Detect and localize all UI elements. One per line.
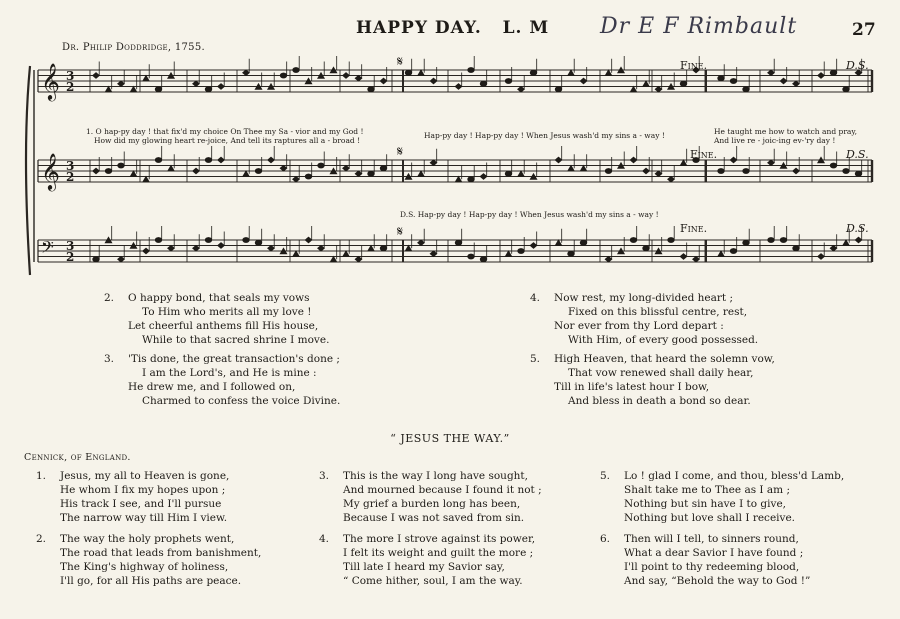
verse-number: 5.	[530, 353, 541, 365]
time-signature: 2	[66, 80, 75, 94]
verse-line: The road that leads from banishment,	[60, 547, 262, 559]
shape-note	[668, 176, 675, 182]
verse-number: 4.	[319, 533, 330, 545]
shape-note	[793, 168, 800, 174]
shape-note	[793, 246, 800, 251]
hymn2-verse-1	[36, 469, 230, 525]
shape-note	[380, 78, 387, 84]
verse-line: Fixed on this blissful centre, rest,	[568, 306, 748, 318]
ds-mark-staff-3: D.S.	[846, 222, 869, 235]
verse-line: Nothing but love shall I receive.	[624, 512, 795, 524]
verse-line: Then will I tell, to sinners round,	[624, 533, 799, 545]
shape-note	[580, 165, 587, 171]
shape-note	[305, 174, 312, 179]
shape-note	[430, 251, 437, 257]
fine-mark-staff-1: Fine.	[680, 59, 708, 72]
verse-line: Let cheerful anthems fill His house,	[128, 320, 319, 332]
shape-note	[680, 160, 687, 166]
verse-number: 3.	[319, 470, 330, 482]
hymn2-verse-4	[319, 532, 536, 588]
shape-note	[380, 246, 387, 251]
shape-note	[718, 251, 725, 257]
verse-line: Lo ! glad I come, and thou, bless'd Lamb,	[624, 470, 845, 482]
shape-note	[205, 87, 212, 92]
shape-note	[830, 245, 837, 251]
shape-note	[193, 168, 200, 174]
shape-note	[568, 251, 575, 256]
verse-line: I am the Lord's, and He is mine :	[142, 367, 317, 379]
shape-note	[768, 160, 775, 166]
time-signature: 3	[66, 159, 75, 173]
shape-note	[355, 171, 362, 177]
shape-note	[505, 251, 512, 257]
shape-note	[580, 78, 587, 84]
shape-note	[730, 248, 737, 253]
shape-note	[818, 254, 825, 260]
shape-note	[780, 78, 787, 84]
shape-note	[343, 73, 350, 79]
verse-line: I'll point to thy redeeming blood,	[624, 561, 800, 573]
ds-mark-staff-2: D.S.	[846, 148, 869, 161]
shape-note	[630, 86, 637, 92]
verse-line: High Heaven, that heard the solemn vow,	[554, 353, 775, 365]
ds-mark-staff-1: D.S.	[846, 59, 869, 72]
shape-note	[830, 70, 837, 75]
page-title: HAPPY DAY. L. M	[356, 18, 550, 38]
shape-note	[355, 75, 362, 81]
verse-line: And bless in death a bond so dear.	[568, 395, 751, 407]
shape-note	[168, 165, 175, 171]
shape-note	[855, 171, 862, 176]
hymn1-verse-5	[530, 352, 775, 408]
shape-note	[418, 70, 425, 76]
shape-note	[855, 237, 862, 243]
verse-line: The more I strove against its power,	[343, 533, 536, 545]
shape-note	[280, 73, 287, 78]
shape-note	[155, 237, 162, 242]
shape-note	[780, 237, 787, 242]
shape-note	[668, 237, 675, 242]
hymn1-verse-4	[530, 291, 759, 347]
lyric-line-1d: He taught me how to watch and pray,	[714, 127, 857, 136]
shape-note	[118, 256, 125, 262]
system-brace	[26, 66, 30, 275]
verse-line: The narrow way till Him I view.	[60, 512, 228, 524]
verse-line: While to that sacred shrine I move.	[142, 334, 330, 346]
hymn2-verse-5	[600, 469, 845, 525]
shape-note	[268, 157, 275, 163]
shape-note	[830, 163, 837, 168]
shape-note	[655, 86, 662, 92]
verse-line: This is the way I long have sought,	[343, 470, 528, 482]
lyric-line-1b: How did my glowing heart re-joice, And tell its raptures all a - broad !	[94, 136, 361, 145]
shape-note	[680, 81, 687, 86]
shape-note	[518, 171, 525, 177]
lyric-line-1a: 1. O hap-py day ! that fix'd my choice On Thee my Sa - vior and my God !	[86, 127, 364, 136]
shape-note	[343, 251, 350, 257]
shape-note	[368, 171, 375, 176]
shape-note	[793, 81, 800, 87]
verse-line: Jesus, my all to Heaven is gone,	[60, 470, 230, 482]
shape-note	[218, 243, 225, 249]
verse-number: 2.	[104, 292, 115, 304]
shape-note	[643, 246, 650, 251]
shape-note	[480, 81, 487, 86]
verse-line: O happy bond, that seals my vows	[128, 292, 310, 304]
shape-note	[268, 245, 275, 251]
shape-note	[218, 157, 225, 163]
fine-mark-staff-2: Fine.	[690, 148, 718, 161]
shape-note	[630, 237, 637, 242]
shape-note	[455, 84, 462, 90]
verse-line: And say, “Behold the way to God !”	[624, 575, 811, 587]
verse-line: What a dear Savior I have found ;	[624, 547, 804, 559]
shape-note	[168, 245, 175, 251]
shape-note	[293, 67, 300, 72]
shape-note	[218, 84, 225, 90]
verse-line: And mourned because I found it not ;	[343, 484, 542, 496]
page-number: 27	[852, 20, 876, 40]
shape-note	[680, 254, 687, 260]
shape-note	[430, 78, 437, 84]
shape-note	[743, 168, 750, 173]
shape-note	[730, 78, 737, 83]
shape-note	[155, 87, 162, 92]
verse-line: The King's highway of holiness,	[60, 561, 229, 573]
verse-number: 2.	[36, 533, 47, 545]
shape-note	[193, 81, 200, 87]
shape-note	[455, 240, 462, 245]
shape-note	[105, 86, 112, 92]
music-score	[0, 0, 900, 290]
shape-note	[143, 176, 150, 182]
shape-note	[243, 70, 250, 76]
shape-note	[455, 176, 462, 182]
lyric-line-2: D.S. Hap-py day ! Hap-py day ! When Jesus wash'd my sins a - way !	[400, 210, 659, 219]
shape-note	[255, 240, 262, 245]
shape-note	[630, 157, 637, 163]
shape-note	[530, 70, 537, 75]
shape-note	[380, 166, 387, 171]
fine-mark-staff-3: Fine.	[680, 222, 708, 235]
verse-line: Nothing but sin have I to give,	[624, 498, 786, 510]
shape-note	[155, 157, 162, 162]
shape-note	[568, 165, 575, 171]
shape-note	[843, 87, 850, 92]
verse-line: Till late I heard my Savior say,	[343, 561, 505, 573]
shape-note	[468, 254, 475, 259]
hymn2-verse-2	[36, 532, 262, 588]
verse-line: Nor ever from thy Lord depart :	[554, 320, 724, 332]
segno-icon: 𝄋	[397, 144, 404, 160]
shape-note	[243, 171, 250, 177]
time-signature: 3	[66, 69, 75, 83]
shape-note	[643, 81, 650, 87]
time-signature: 2	[66, 170, 75, 184]
verse-line: Till in life's latest hour I bow,	[554, 381, 710, 393]
verse-line: I'll go, for all His paths are peace.	[60, 575, 242, 587]
shape-note	[843, 240, 850, 246]
shape-note	[480, 174, 487, 180]
shape-note	[568, 70, 575, 76]
shape-note	[843, 168, 850, 173]
shape-note	[418, 240, 425, 246]
verse-line: To Him who merits all my love !	[142, 306, 312, 318]
shape-note	[768, 70, 775, 76]
shape-note	[693, 256, 700, 262]
shape-note	[718, 76, 725, 81]
time-signature: 3	[66, 239, 75, 253]
verse-line: Now rest, my long-divided heart ;	[554, 292, 734, 304]
shape-note	[643, 168, 650, 174]
hymn2-verse-3	[319, 469, 542, 525]
verse-line: Charmed to confess the voice Divine.	[142, 395, 341, 407]
shape-note	[205, 157, 212, 162]
shape-note	[480, 257, 487, 262]
shape-note	[330, 256, 337, 262]
shape-note	[743, 87, 750, 92]
segno-icon: 𝄋	[397, 224, 404, 240]
shape-note	[93, 73, 100, 79]
bass-clef-icon: 𝄢	[41, 237, 54, 261]
shape-note	[555, 157, 562, 163]
shape-note	[93, 168, 100, 174]
hymn1-verse-3	[104, 352, 341, 408]
shape-note	[193, 245, 200, 251]
verse-line: The way the holy prophets went,	[60, 533, 235, 545]
lyric-line-1c: Hap-py day ! Hap-py day ! When Jesus wash'd my sins a - way !	[424, 131, 665, 140]
shape-note	[430, 160, 437, 166]
verse-line: With Him, of every good possessed.	[568, 334, 759, 346]
verse-number: 6.	[600, 533, 611, 545]
verse-line: His track I see, and I'll pursue	[60, 498, 222, 510]
shape-note	[505, 171, 512, 176]
shape-note	[368, 245, 375, 251]
shape-note	[605, 70, 612, 76]
shape-note	[730, 157, 737, 163]
shape-note	[468, 177, 475, 182]
verse-number: 4.	[530, 292, 541, 304]
treble-clef-icon: 𝄞	[41, 62, 60, 100]
hymn2-verse-6	[600, 532, 811, 588]
shape-note	[743, 240, 750, 245]
shape-note	[418, 171, 425, 177]
shape-note	[243, 237, 250, 242]
verse-line: “ Come hither, soul, I am the way.	[343, 575, 523, 587]
shape-note	[655, 171, 662, 177]
shape-note	[143, 75, 150, 81]
shape-note	[505, 78, 512, 83]
shape-note	[605, 168, 612, 173]
segno-icon: 𝄋	[397, 54, 404, 70]
shape-note	[318, 245, 325, 251]
shape-note	[530, 243, 537, 249]
verse-line: My grief a burden long has been,	[343, 498, 521, 510]
shape-note	[518, 248, 525, 253]
shape-note	[280, 165, 287, 171]
shape-note	[343, 165, 350, 171]
shape-note	[405, 70, 412, 75]
shape-note	[118, 163, 125, 168]
lyric-line-1e: And live re - joic-ing ev-'ry day !	[714, 136, 836, 145]
hymn2-author: Cennick, of England.	[24, 452, 131, 463]
shape-note	[305, 237, 312, 243]
shape-note	[318, 163, 325, 168]
verse-number: 1.	[36, 470, 47, 482]
verse-line: 'Tis done, the great transaction's done ;	[128, 353, 340, 365]
shape-note	[130, 86, 137, 92]
shape-note	[580, 240, 587, 245]
shape-note	[293, 176, 300, 182]
verse-line: He drew me, and I followed on,	[128, 381, 296, 393]
verse-line: That vow renewed shall daily hear,	[568, 367, 754, 379]
verse-line: Shalt take me to Thee as I am ;	[624, 484, 791, 496]
shape-note	[130, 171, 137, 177]
hymn1-verse-2	[104, 291, 330, 347]
shape-note	[255, 168, 262, 173]
verse-line: I felt its weight and guilt the more ;	[343, 547, 534, 559]
shape-note	[405, 245, 412, 251]
shape-note	[355, 256, 362, 262]
verse-line: He whom I fix my hopes upon ;	[60, 484, 226, 496]
shape-note	[105, 168, 112, 173]
composer-credit: Dr. Philip Doddridge, 1755.	[62, 42, 205, 53]
shape-note	[555, 240, 562, 246]
verse-number: 5.	[600, 470, 611, 482]
shape-note	[818, 73, 825, 79]
shape-note	[718, 168, 725, 173]
shape-note	[368, 87, 375, 92]
shape-note	[293, 251, 300, 257]
verse-line: Because I was not saved from sin.	[343, 512, 525, 524]
shape-note	[93, 257, 100, 262]
time-signature: 2	[66, 250, 75, 264]
treble-clef-icon: 𝄞	[41, 152, 60, 190]
shape-note	[205, 237, 212, 242]
shape-note	[555, 87, 562, 92]
shape-note	[768, 237, 775, 242]
shape-note	[143, 248, 150, 254]
shape-note	[518, 86, 525, 92]
shape-note	[118, 81, 125, 87]
shape-note	[468, 67, 475, 72]
shape-note	[605, 256, 612, 262]
handwritten-signature: Dr E F Rimbault	[600, 14, 798, 39]
hymn2-title: “ JESUS THE WAY.”	[390, 432, 510, 445]
verse-number: 3.	[104, 353, 115, 365]
